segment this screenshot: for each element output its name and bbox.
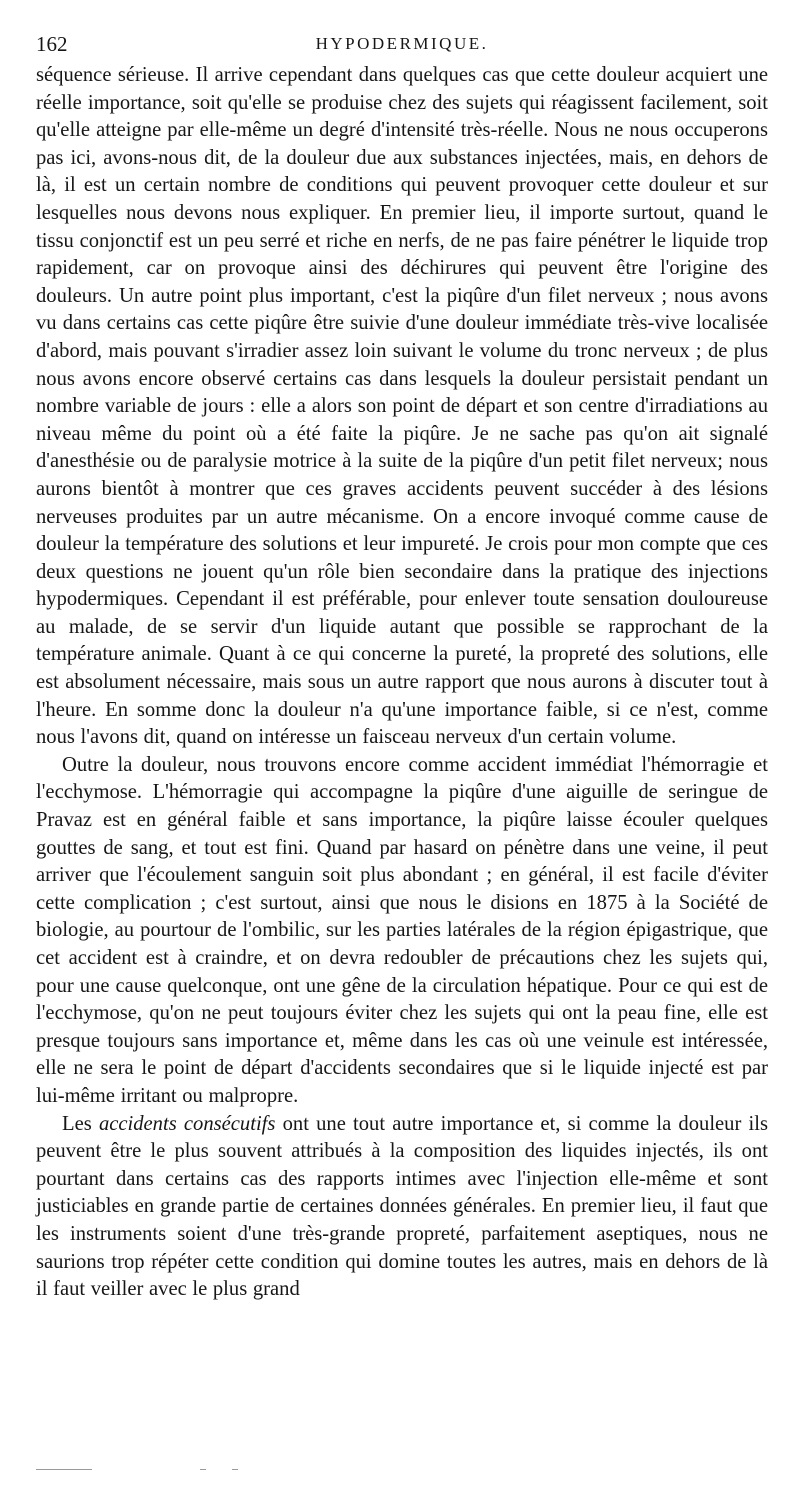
page-header	[36, 28, 768, 62]
running-title: HYPODERMIQUE.	[315, 34, 489, 53]
paragraph-continued: séquence sérieuse. Il arrive cependant dans quelques cas que cette douleur acquiert une réelle importance, soit qu'elle se produise chez des sujets qui réagissent facilement, soit qu'elle atteigne par elle-même un degré d'intensité très-réelle. Nous ne nous occuperons pas ici, avons-nous dit, de la douleur due aux substances injectées, mais, en dehors de là, il est un certain nombre de conditions qui peuvent provoquer cette douleur et sur lesquelles nous devons nous expliquer. En premier lieu, il importe surtout, quand le tissu conjonctif est un peu serré et riche en nerfs, de ne pas faire pénétrer le liquide trop rapidement, car on provoque ainsi des déchirures qui peuvent être l'origine des douleurs. Un autre point plus important, c'est la piqûre d'un filet nerveux ; nous avons vu dans certains cas cette piqûre être suivie d'une douleur immédiate très-vive localisée d'abord, mais pouvant s'irradier assez loin suivant le volume du tronc nerveux ; de plus nous avons encore observé certains cas dans lesquels la douleur persistait pendant un nombre variable de jours : elle a alors son point de départ et son centre d'irradiations au niveau même du point où a été faite la piqûre. Je ne sache pas qu'on ait signalé d'anesthésie ou de paralysie motrice à la suite de la piqûre d'un petit filet nerveux; nous aurons bientôt à montrer que ces graves accidents peuvent succéder à des lésions nerveuses produites par un autre mécanisme. On a encore invoqué comme cause de douleur la température des solutions et leur impureté. Je crois pour mon compte que ces deux questions ne jouent qu'un rôle bien secondaire dans la pratique des injections hypodermiques. Cependant il est préférable, pour enlever toute sensation douloureuse au malade, de se servir d'un liquide autant que possible se rapprochant de la température animale. Quant à ce qui concerne la pureté, la propreté des solutions, elle est absolument nécessaire, mais sous un autre rapport que nous aurons à discuter tout à l'heure. En somme donc la douleur n'a qu'une importance faible, si ce n'est, comme nous l'avons dit, quand on intéresse un faisceau nerveux d'un certain volume.	[36, 64, 768, 749]
footer-scan-mark	[36, 1469, 246, 1473]
body-text	[36, 62, 768, 1304]
book-page	[36, 28, 768, 1304]
paragraph-hemorrhage: Outre la douleur, nous trouvons encore comme accident immédiat l'hémorragie et l'ecchymose. L'hémorragie qui accompagne la piqûre d'une aiguille de seringue de Pravaz est en général faible et sans importance, la piqûre laisse écouler quelques gouttes de sang, et tout est fini. Quand par hasard on pénètre dans une veine, il peut arriver que l'écoulement sanguin soit plus abondant ; en général, il est facile d'éviter cette complication ; c'est surtout, ainsi que nous le disions en 1875 à la Société de biologie, au pourtour de l'ombilic, sur les parties latérales de la région épigastrique, que cet accident est à craindre, et on devra redoubler de précautions chez les sujets qui, pour une cause quelconque, ont une gêne de la circulation hépatique. Pour ce qui est de l'ecchymose, qu'on ne peut toujours éviter chez les sujets qui ont la peau fine, elle est presque toujours sans importance et, même dans les cas où une veinule est intéressée, elle ne sera le point de départ d'accidents secondaires que si le liquide injecté est par lui-même irritant ou malpropre.	[36, 753, 768, 1107]
paragraph-consecutive-accidents	[36, 1111, 768, 1304]
emphasis-accidents-consecutifs: accidents consécutifs	[98, 1112, 276, 1135]
paragraph-lead: Les	[62, 1112, 99, 1135]
page-number: 162	[36, 32, 68, 56]
paragraph-body: ont une tout autre importance et, si comme la douleur ils peuvent être le plus souvent attribués à la composition des liquides injectés, ils ont pourtant dans certains cas des rapports intimes avec l'injection elle-même et sont justiciables en grande partie de certaines données générales. En premier lieu, il faut que les instruments soient d'une très-grande propreté, parfaitement aseptiques, nous ne saurions trop répéter cette condition qui domine toutes les autres, mais en dehors de là il faut veiller avec le plus grand	[36, 1112, 768, 1301]
